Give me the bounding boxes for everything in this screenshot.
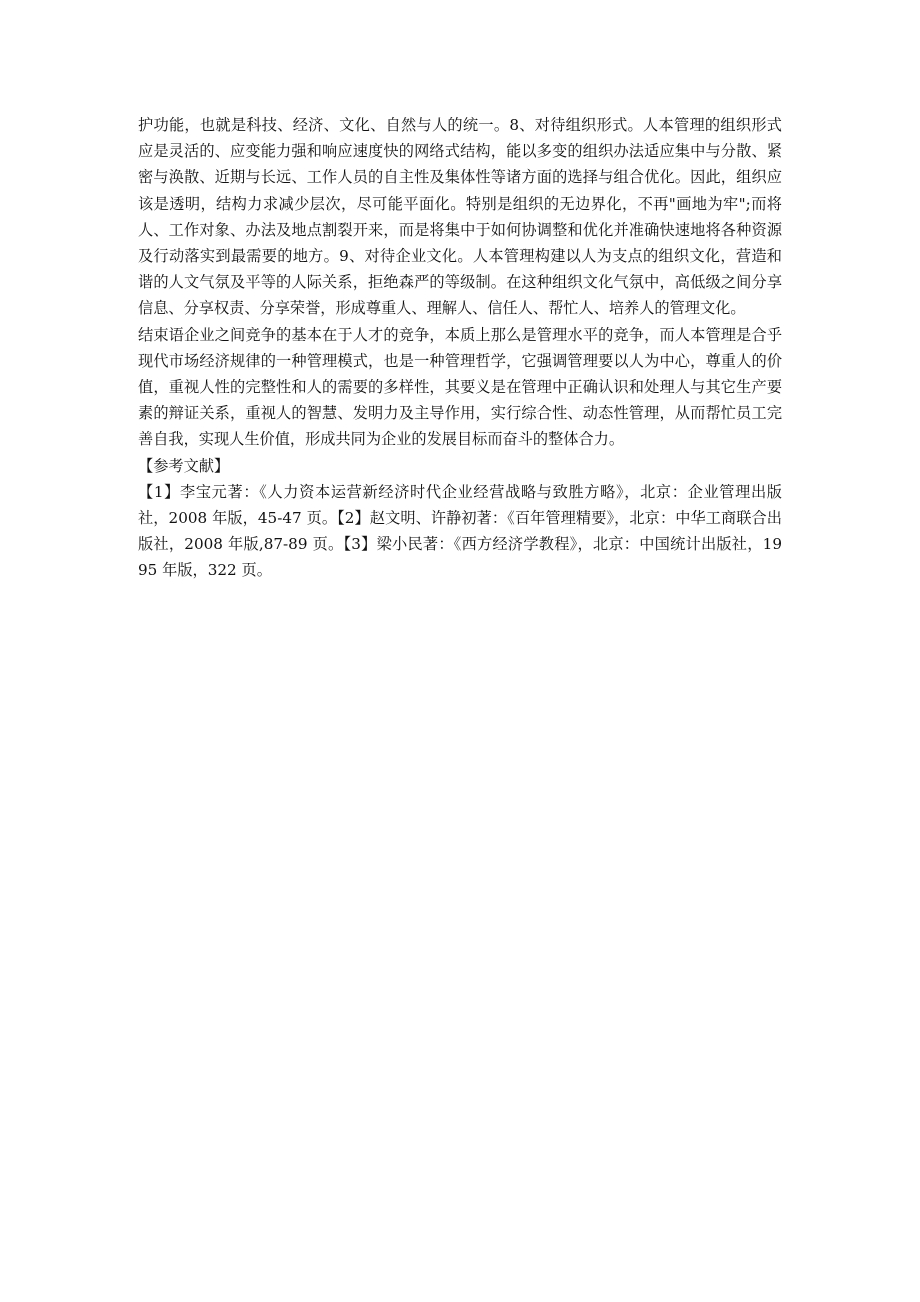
body-paragraph-organization-culture: 护功能，也就是科技、经济、文化、自然与人的统一。8、对待组织形式。人本管理的组织形式应是灵活的、应变能力强和响应速度快的网络式结构，能以多变的组织办法适应集中与分散、紧密与涣散、近期与长远、工作人员的自主性及集体性等诸方面的选择与组合优化。因此，组织应该是透明，结构力求减少层次，尽可能平面化。特别是组织的无边界化，不再"画地为牢";而将人、工作对象、办法及地点割裂开来，而是将集中于如何协调整和优化并准确快速地将各种资源及行动落实到最需要的地方。9、对待企业文化。人本管理构建以人为支点的组织文化，营造和谐的人文气氛及平等的人际关系，拒绝森严的等级制。在这种组织文化气氛中，高低级之间分享信息、分享权责、分享荣誉，形成尊重人、理解人、信任人、帮忙人、培养人的管理文化。 [138, 116, 782, 318]
body-paragraph-conclusion: 结束语企业之间竞争的基本在于人才的竞争，本质上那么是管理水平的竞争，而人本管理是合乎现代市场经济规律的一种管理模式，也是一种管理哲学，它强调管理要以人为中心，尊重人的价值，重视人性的完整性和人的需要的多样性，其要义是在管理中正确认识和处理人与其它生产要素的辩证关系，重视人的智慧、发明力及主导作用，实行综合性、动态性管理，从而帮忙员工完善自我，实现人生价值，形成共同为企业的发展目标而奋斗的整体合力。 [138, 325, 782, 449]
document-body [138, 112, 782, 584]
references-list: 【1】李宝元著：《人力资本运营新经济时代企业经营战略与致胜方略》，北京：企业管理出版社，2008 年版，45-47 页。【2】赵文明、许静初著：《百年管理精要》，北京：中华工商联合出版社，2008 年版,87-89 页。【3】梁小民著：《西方经济学教程》，北京：中国统计出版社，1995 年版，322 页。 [138, 482, 782, 580]
references-heading: 【参考文献】 [138, 456, 230, 475]
